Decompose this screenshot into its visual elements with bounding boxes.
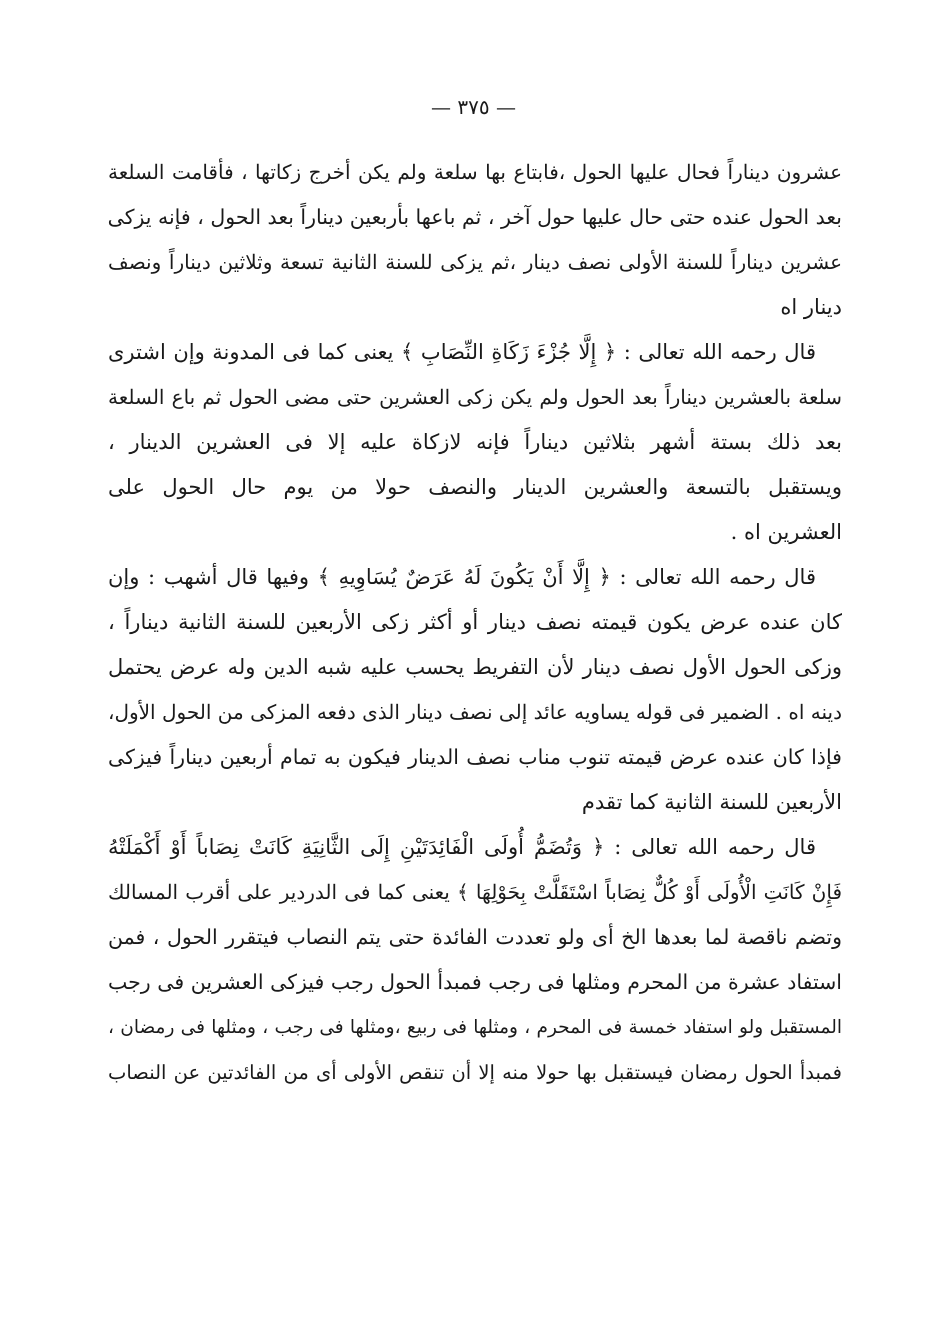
text-line: عشرين ديناراً للسنة الأولى نصف دينار ،ثم يزكى للسنة الثانية تسعة وثلاثين ديناراً ونصف [108,250,842,274]
text-line: كان عنده عرض يكون قيمته نصف دينار أو أكثر زكى الأربعين للسنة الثانية ديناراً ، [108,610,842,634]
text-line: دينار اه [780,295,842,319]
text-body [108,150,842,1095]
text-line: فمبدأ الحول رمضان فيستقبل بها حولا منه إلا أن تنقص الأولى أى من الفائدتين عن النصاب [108,1061,842,1084]
text-line: وزكى الحول الأول نصف دينار لأن التفريط يحسب عليه شبه الدين وله عرض يحتمل [108,655,842,679]
text-line: قال رحمه الله تعالى : ﴿ إِلَّا أَنْ يَكُونَ لَهُ عَرَضٌ يُسَاوِيهِ ﴾ وفيها قال أشهب : وإن [108,565,816,589]
text-line: الأربعين للسنة الثانية كما تقدم [581,790,842,814]
text-line: وتضم ناقصة لما بعدها الخ أى ولو تعددت الفائدة حتى يتم النصاب فيتقرر الحول ، فمن [108,925,842,949]
text-line: قال رحمه الله تعالى : ﴿ وَتُضَمُّ أُولَى الْفَائِدَتَيْنِ إِلَى الثَّانِيَةِ كَانَتْ نِصَاباً أَوْ أَكْمَلَتْهُ [108,835,816,859]
text-line: فإذا كان عنده عرض قيمته تنوب مناب نصف الدينار فيكون به تمام أربعين ديناراً فيزكى [108,745,842,769]
text-line: ويستقبل بالتسعة والعشرين الدينار والنصف حولا من يوم حال الحول على [108,475,842,499]
paragraph-2 [108,330,842,555]
text-line: سلعة بالعشرين ديناراً بعد الحول ولم يكن زكى العشرين حتى مضى الحول ثم باع السلعة [108,385,842,409]
text-line: استفاد عشرة من المحرم ومثلها فى رجب فمبدأ الحول رجب فيزكى العشرين فى رجب [108,970,842,994]
text-line: دينه اه . الضمير فى قوله يساويه عائد إلى نصف دينار الذى دفعه المزكى من الحول الأول، [108,700,842,724]
text-line: بعد الحول عنده حتى حال عليها حول آخر ، ثم باعها بأربعين ديناراً بعد الحول ، فإنه يزكى [108,205,842,229]
paragraph-4 [108,825,842,1095]
text-line: قال رحمه الله تعالى : ﴿ إِلَّا جُزْءَ زَكَاةِ النِّصَابِ ﴾ يعنى كما فى المدونة وإن اشترى [108,340,816,364]
text-line: بعد ذلك بستة أشهر بثلاثين ديناراً فإنه لازكاة عليه إلا فى العشرين الدينار ، [108,430,842,454]
text-line: فَإِنْ كَانَتِ الْأُولَى أَوْ كُلٌّ نِصَاباً اسْتَقَلَّتْ بِحَوْلِهَا ﴾ يعنى كما فى الدردير على أقرب المسالك [108,880,842,904]
text-line: عشرون ديناراً فحال عليها الحول ،فابتاع بها سلعة ولم يكن أخرج زكاتها ، فأقامت السلعة [108,160,842,184]
paragraph-1 [108,150,842,330]
paragraph-3 [108,555,842,825]
text-line: المستقبل ولو استفاد خمسة فى المحرم ، ومثلها فى ربيع ،ومثلها فى رجب ، ومثلها فى رمضان ، [108,1017,842,1038]
text-line: العشرين اه . [730,520,842,544]
page-number: — ٣٧٥ — [431,95,516,119]
